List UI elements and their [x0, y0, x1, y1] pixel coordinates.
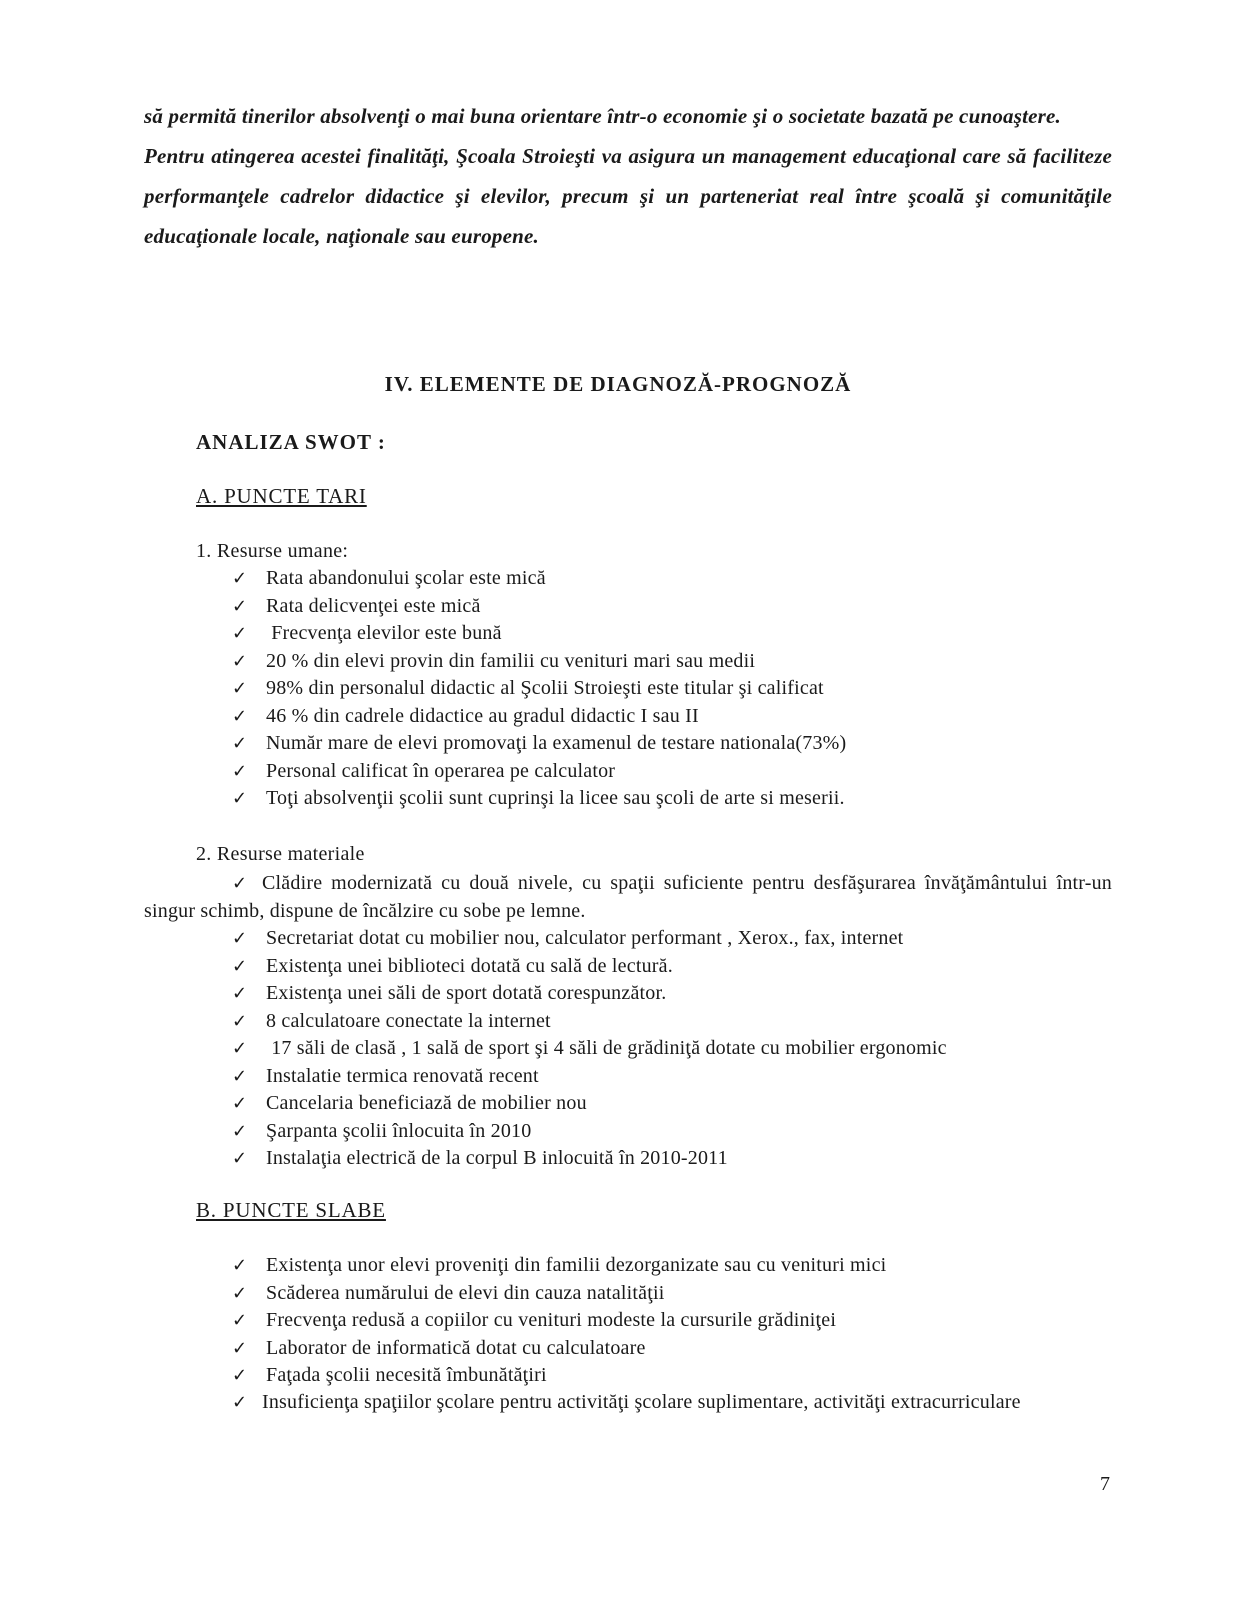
check-icon: ✓ — [232, 623, 248, 644]
weaknesses-heading: B. PUNCTE SLABE — [196, 1198, 386, 1222]
check-icon: ✓ — [232, 1310, 248, 1331]
list-item: ✓ Frecvenţa redusă a copiilor cu venituri modeste la cursurile grădiniţei — [232, 1307, 886, 1335]
human-resources-list — [232, 565, 846, 813]
check-icon: ✓ — [232, 1120, 248, 1142]
check-icon: ✓ — [232, 760, 248, 782]
page-number: 7 — [1100, 1473, 1110, 1495]
check-icon: ✓ — [232, 1148, 248, 1169]
check-icon: ✓ — [232, 1365, 248, 1386]
list-item: ✓ Cancelaria beneficiază de mobilier nou — [232, 1090, 947, 1118]
list-item: ✓ Existenţa unei biblioteci dotată cu sală de lectură. — [232, 953, 947, 981]
list-item: ✓ 98% din personalul didactic al Şcolii Stroieşti este titular şi calificat — [232, 675, 846, 703]
human-resources-title: 1. Resurse umane: — [196, 540, 349, 562]
list-item: ✓ 8 calculatoare conectate la internet — [232, 1008, 947, 1036]
list-item: ✓ 17 săli de clasă , 1 sală de sport şi 4 săli de grădiniţă dotate cu mobilier ergonomic — [232, 1035, 947, 1063]
check-icon: ✓ — [232, 1010, 248, 1032]
check-icon: ✓ — [232, 1065, 248, 1087]
check-icon: ✓ — [232, 955, 248, 977]
list-item: ✓ Existenţa unor elevi proveniţi din familii dezorganizate sau cu venituri mici — [232, 1252, 886, 1280]
list-item: ✓ Toţi absolvenţii şcolii sunt cuprinşi la licee sau şcoli de arte si meserii. — [232, 785, 846, 813]
intro-text — [144, 96, 1112, 256]
list-item: ✓ Personal calificat în operarea pe calculator — [232, 758, 846, 786]
check-icon: ✓ — [232, 1255, 248, 1276]
list-item: ✓ Clădire modernizată cu două nivele, cu spaţii suficiente pentru desfăşurarea învăţământului într-un singur schimb, dispune de încălzire cu sobe pe lemne. — [144, 872, 1112, 922]
weaknesses-list — [232, 1252, 886, 1390]
list-item: ✓ Faţada şcolii necesită îmbunătăţiri — [232, 1362, 886, 1390]
material-resources-list — [232, 925, 947, 1173]
list-item: ✓ 46 % din cadrele didactice au gradul didactic I sau II — [232, 703, 846, 731]
list-item: ✓ Secretariat dotat cu mobilier nou, calculator performant , Xerox., fax, internet — [232, 925, 947, 953]
intro-paragraph-1: să permită tinerilor absolvenţi o mai buna orientare într-o economie şi o societate bazată pe cunoaştere. — [144, 104, 1062, 128]
material-resources-title: 2. Resurse materiale — [196, 843, 365, 865]
check-icon: ✓ — [232, 1392, 248, 1413]
check-icon: ✓ — [232, 1337, 248, 1359]
check-icon: ✓ — [232, 678, 248, 699]
intro-paragraph-2: Pentru atingerea acestei finalităţi, Şcoala Stroieşti va asigura un management educaţional care să faciliteze performanţele cadrelor didactice şi elevilor, precum şi un parteneriat real între şcoală şi comunităţile educaţionale locale, naţionale sau europene. — [144, 144, 1112, 248]
list-item: ✓ Existenţa unei săli de sport dotată corespunzător. — [232, 980, 947, 1008]
section-title: IV. ELEMENTE DE DIAGNOZĂ-PROGNOZĂ — [384, 372, 852, 396]
check-icon: ✓ — [232, 568, 248, 589]
check-icon: ✓ — [232, 650, 248, 672]
check-icon: ✓ — [232, 873, 248, 894]
list-item: ✓ Laborator de informatică dotat cu calculatoare — [232, 1335, 886, 1363]
list-item: ✓ Frecvenţa elevilor este bună — [232, 620, 846, 648]
strengths-heading: A. PUNCTE TARI — [196, 484, 367, 508]
check-icon: ✓ — [232, 705, 248, 727]
list-item: ✓ Şarpanta şcolii înlocuita în 2010 — [232, 1118, 947, 1146]
check-icon: ✓ — [232, 1038, 248, 1059]
list-item: ✓ Instalatie termica renovată recent — [232, 1063, 947, 1091]
list-item: ✓ Număr mare de elevi promovaţi la examenul de testare nationala(73%) — [232, 730, 846, 758]
list-item: ✓ Rata abandonului şcolar este mică — [232, 565, 846, 593]
check-icon: ✓ — [232, 595, 248, 617]
list-item: ✓ Insuficienţa spaţiilor şcolare pentru activităţi şcolare suplimentare, activităţi extracurriculare — [144, 1389, 1112, 1417]
swot-title: ANALIZA SWOT : — [196, 430, 386, 454]
list-item: ✓ Rata delicvenţei este mică — [232, 593, 846, 621]
check-icon: ✓ — [232, 733, 248, 754]
list-item: ✓ 20 % din elevi provin din familii cu venituri mari sau medii — [232, 648, 846, 676]
check-icon: ✓ — [232, 1093, 248, 1114]
check-icon: ✓ — [232, 1282, 248, 1304]
check-icon: ✓ — [232, 928, 248, 949]
check-icon: ✓ — [232, 788, 248, 809]
list-item: ✓ Instalaţia electrică de la corpul B inlocuită în 2010-2011 — [232, 1145, 947, 1173]
list-item: ✓ Scăderea numărului de elevi din cauza natalităţii — [232, 1280, 886, 1308]
check-icon: ✓ — [232, 983, 248, 1004]
